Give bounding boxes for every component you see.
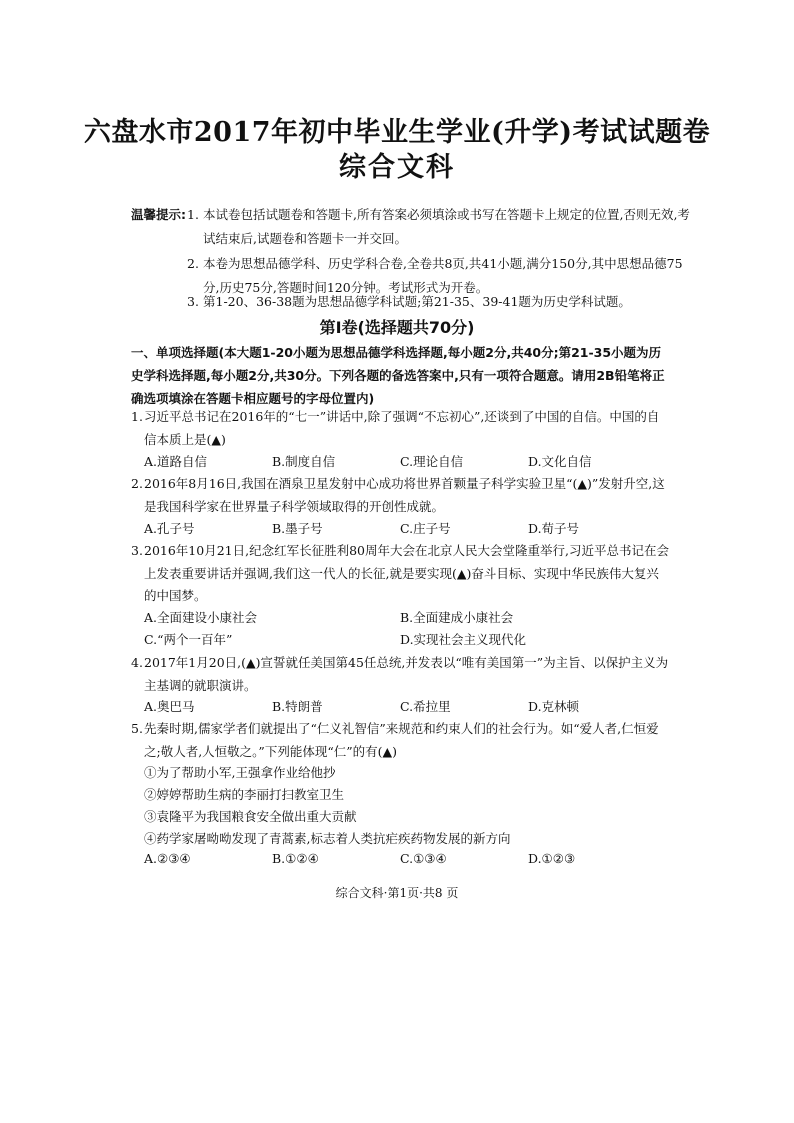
question-subitem: ②婷婷帮助生病的李丽打扫教室卫生 — [144, 787, 345, 802]
option: A.全面建设小康社会 — [144, 610, 258, 625]
notice-item-text: 本试卷包括试题卷和答题卡,所有答案必须填涂或书写在答题卡上规定的位置,否则无效,考试结束后,试题卷和答题卡一并交回。 — [203, 207, 690, 246]
exam-title: 六盘水市2017年初中毕业生学业(升学)考试试题卷 — [83, 117, 711, 148]
notice-item-text: 第1-20、36-38题为思想品德学科试题;第21-35、39-41题为历史学科试题。 — [203, 294, 631, 309]
option: C.理论自信 — [400, 454, 464, 469]
question-stem: 2016年8月16日,我国在酒泉卫星发射中心成功将世界首颗量子科学实验卫星“(▲)”发射升空,这是我国科学家在世界量子科学领域取得的开创性成就。 — [144, 476, 665, 514]
option: D.文化自信 — [528, 454, 592, 469]
question-number: 4. — [131, 655, 143, 670]
question-stem: 先秦时期,儒家学者们就提出了“仁义礼智信”来规范和约束人们的社会行为。如“爱人者,仁恒爱之;敬人者,人恒敬之。”下列能体现“仁”的有(▲) — [144, 721, 659, 759]
question-number: 1. — [131, 409, 143, 424]
question-number: 5. — [131, 721, 143, 736]
option: C.①③④ — [400, 851, 447, 866]
question-subitem: ①为了帮助小军,王强拿作业给他抄 — [144, 765, 336, 780]
question-stem: 习近平总书记在2016年的“七一”讲话中,除了强调“不忘初心”,还谈到了中国的自信。中国的自信本质上是(▲) — [144, 409, 660, 447]
option: C.庄子号 — [400, 521, 451, 536]
option: B.制度自信 — [272, 454, 336, 469]
option: A.②③④ — [144, 851, 191, 866]
page-footer: 综合文科·第1页·共8 页 — [335, 886, 459, 900]
question-subitem: ④药学家屠呦呦发现了青蒿素,标志着人类抗疟疾药物发展的新方向 — [144, 831, 511, 846]
section-instruction: 一、单项选择题(本大题1-20小题为思想品德学科选择题,每小题2分,共40分;第21-35小题为历史学科选择题,每小题2分,共30分。下列各题的备选答案中,只有一项符合题意。请用2B铅笔将正确选项填涂在答题卡相应题号的字母位置内) — [131, 345, 665, 406]
option: D.荀子号 — [528, 521, 580, 536]
question-stem: 2017年1月20日,(▲)宣誓就任美国第45任总统,并发表以“唯有美国第一”为主旨、以保护主义为主基调的就职演讲。 — [144, 655, 669, 693]
exam-subtitle: 综合文科 — [339, 152, 455, 183]
notice-item — [187, 203, 697, 251]
question — [131, 406, 671, 451]
notice-item — [187, 290, 697, 314]
option: A.孔子号 — [144, 521, 195, 536]
option: D.①②③ — [528, 851, 576, 866]
question — [131, 473, 671, 518]
option: C.“两个一百年” — [144, 632, 233, 647]
notice-label: 温馨提示: — [131, 207, 186, 222]
option: B.全面建成小康社会 — [400, 610, 514, 625]
question-number: 2. — [131, 476, 143, 491]
option: A.奥巴马 — [144, 699, 195, 714]
question-number: 3. — [131, 543, 143, 558]
option: B.①②④ — [272, 851, 319, 866]
question-subitem: ③袁隆平为我国粮食安全做出重大贡献 — [144, 809, 357, 824]
question — [131, 652, 671, 697]
option: A.道路自信 — [144, 454, 208, 469]
notice-item-number: 3. — [187, 294, 199, 309]
option: C.希拉里 — [400, 699, 451, 714]
question-stem: 2016年10月21日,纪念红军长征胜利80周年大会在北京人民大会堂隆重举行,习近平总书记在会上发表重要讲话并强调,我们这一代人的长征,就是要实现(▲)奋斗目标、实现中华民族伟大复兴的中国梦。 — [144, 543, 669, 603]
option: B.墨子号 — [272, 521, 323, 536]
section-title: 第Ⅰ卷(选择题共70分) — [319, 318, 475, 337]
question — [131, 540, 671, 608]
notice-item-text: 本卷为思想品德学科、历史学科合卷,全卷共8页,共41小题,满分150分,其中思想品德75分,历史75分,答题时间120分钟。考试形式为开卷。 — [203, 256, 683, 295]
option: D.克林顿 — [528, 699, 580, 714]
option: D.实现社会主义现代化 — [400, 632, 527, 647]
notice-item-number: 2. — [187, 256, 199, 271]
question — [131, 718, 671, 763]
option: B.特朗普 — [272, 699, 323, 714]
notice-item-number: 1. — [187, 207, 199, 222]
